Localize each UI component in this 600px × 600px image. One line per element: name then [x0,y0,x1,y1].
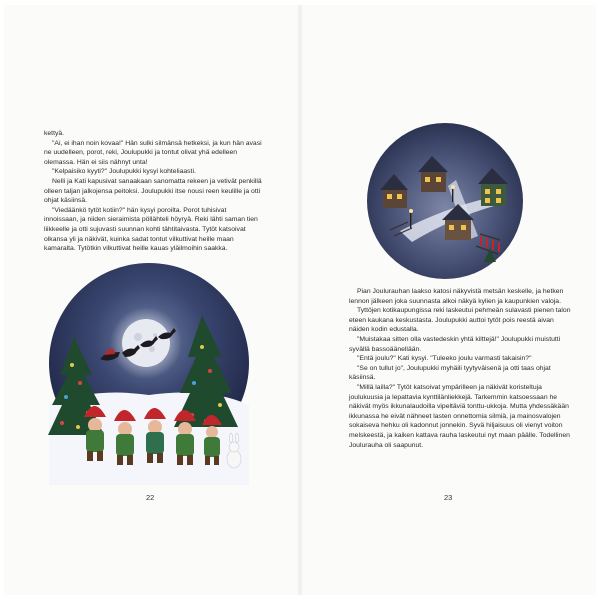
paragraph: "Ai, ei ihan noin kovaa!" Hän sulki silmänsä hetkeksi, ja kun hän avasi ne uudelleen, porot, reki, Joulupukki ja tontut olivat yhä edelleen olemassa. Hän ei siis nähnyt unta! [44,139,262,166]
paragraph: "Entä joulu?" Kati kysyi. "Tuleeko joulu varmasti takaisin?" [357,355,532,363]
paragraph: Pian Joulurauhan laakso katosi näkyvistä metsän keskelle, ja hetken lennon jälkeen joka suunnasta alkoi näkyä kylien ja kaupunkien valoja. [349,288,564,305]
left-page-text [44,129,262,254]
illustration-santa-over-moon [34,255,264,485]
paragraph: Nelli ja Kati kapusivat sanaakaan sanomatta rekeen ja vetivät penkillä olleen taljan jalkojensa peitoksi. Joulupukki itse nousi reen keulille ja otti ohjat käsiinsä. [44,177,262,205]
illustration-village-at-night [360,116,530,286]
paragraph: "Kelpaisiko kyyti?" Joulupukki kysyi kohteliaasti. [52,168,196,176]
book-gutter [297,5,303,595]
right-page-text [349,287,571,450]
paragraph: "Se on tullut jo", Joulupukki myhäili tyytyväisenä ja otti taas ohjat käsiinsä. [349,364,551,382]
right-page [300,5,596,595]
page-number: 22 [146,493,155,502]
page-number: 23 [444,493,453,502]
book-spread [4,5,596,595]
left-page [4,5,300,595]
paragraph: "Millä lailla?" Tytöt katsoivat ympärilleen ja näkivät koristeltuja joulukuusia ja lepattavia kynttilänliekkejä. Tarkemmin katsoessaan he näkivät myös ikkunalaudoilla vipeltäviä tonttu-ukkoja. Mutta yhdessäkään ikkunassa he eivät nähneet lasten onnettomia silmiä, ja mainosvalojen sokaiseva hehku oli kadonnut jonnekin. Syvä hiljaisuus oli vienyt voiton melskeestä, ja kaiken kattava rauha laskeutui nyt maan päälle. Todellinen Joulurauha oli saapunut. [349,383,570,449]
paragraph: kettyä. [44,130,65,137]
paragraph: "Viedäänkö tytöt kotiin?" hän kysyi poroilta. Porot tuhisivat innoissaan, ja niiden sieraimista pöllähteli höyryä. Reki lähti saman tien liikkeelle ja otti sujuvasti suunnan kohti tähtitaivasta. Tytöt katsoivat olkansa yli ja näkivät, kuinka sadat tontut vilkuttivat heille maan kamaralta. Tytötkin vilkuttivat heille kauas yläilmoihin saakka. [44,206,258,253]
paragraph: "Muistakaa sitten olla vastedeskin yhtä kilttejä!" Joulupukki muistutti syvällä bassoäänellään. [349,335,561,353]
paragraph: Tyttöjen kotikaupungissa reki laskeutui pehmeän sulavasti pienen talon eteen kaukana keskustasta. Joulupukki auttoi tytöt pois reestä aivan näiden kodin edustalla. [349,307,571,334]
